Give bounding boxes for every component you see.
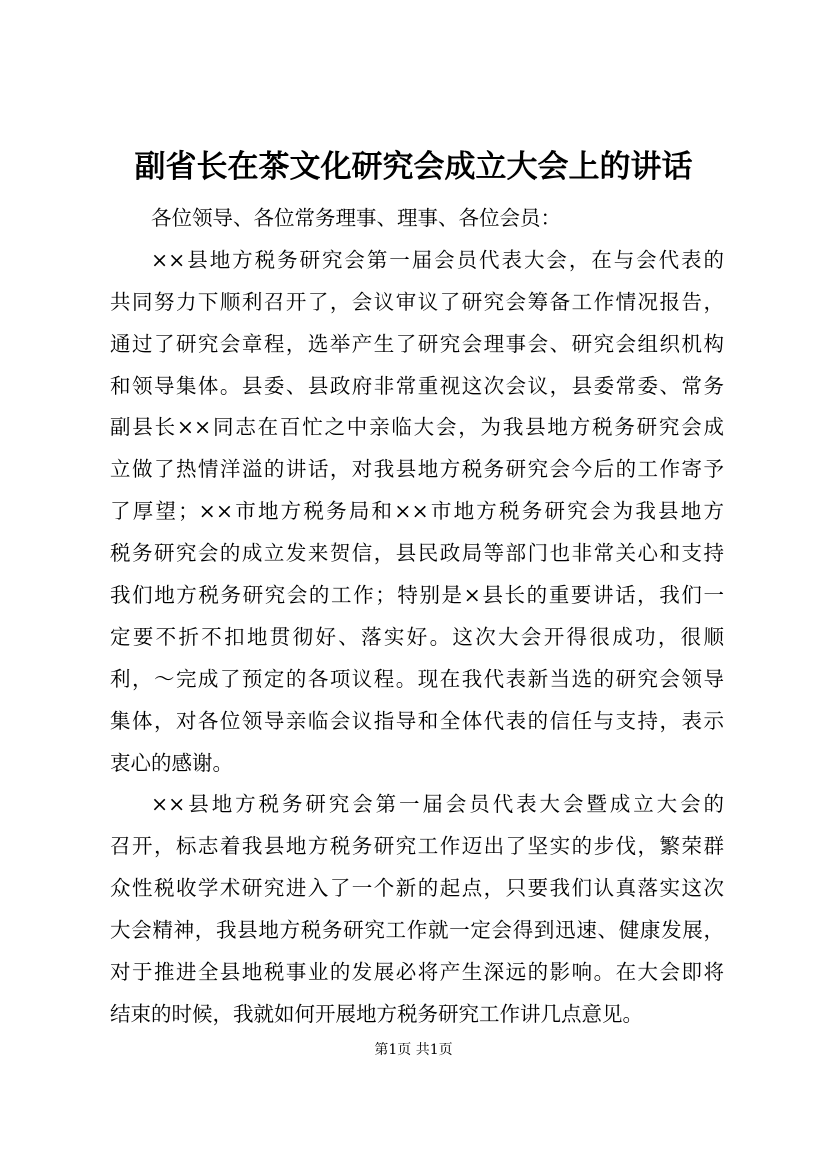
paragraph-line: 立做了热情洋溢的讲话，对我县地方税务研究会今后的工作寄予 [110, 457, 724, 482]
paragraph-line: 对于推进全县地税事业的发展必将产生深远的影响。在大会即将 [110, 960, 724, 985]
paragraph-line: 我们地方税务研究会的工作；特别是×县长的重要讲话，我们一 [110, 583, 724, 608]
paragraph-2 [110, 784, 724, 1035]
paragraph-line: 定要不折不扣地贯彻好、落实好。这次大会开得很成功，很顺 [110, 624, 724, 649]
document-title: 副省长在茶文化研究会成立大会上的讲话 [134, 149, 693, 185]
paragraph-line: 通过了研究会章程，选举产生了研究会理事会、研究会组织机构 [110, 331, 724, 356]
paragraph-line: 了厚望；××市地方税务局和××市地方税务研究会为我县地方 [110, 499, 724, 524]
paragraph-line: 和领导集体。县委、县政府非常重视这次会议，县委常委、常务 [110, 373, 724, 398]
paragraph-line: 大会精神，我县地方税务研究工作就一定会得到迅速、健康发展， [110, 918, 724, 943]
paragraph-line: 共同努力下顺利召开了，会议审议了研究会筹备工作情况报告， [110, 289, 724, 314]
paragraph-line: 众性税收学术研究进入了一个新的起点，只要我们认真落实这次 [110, 876, 724, 901]
paragraph-line: 副县长××同志在百忙之中亲临大会，为我县地方税务研究会成 [110, 415, 724, 440]
paragraph-line: 召开，标志着我县地方税务研究工作迈出了坚实的步伐，繁荣群 [110, 834, 724, 859]
page-number: 第1页 共1页 [374, 1042, 453, 1058]
document-body [110, 198, 724, 1036]
paragraph-line: 衷心的感谢。 [110, 750, 233, 775]
paragraph-line: 税务研究会的成立发来贺信，县民政局等部门也非常关心和支持 [110, 541, 724, 566]
greeting-line: 各位领导、各位常务理事、理事、各位会员： [151, 206, 561, 230]
paragraph-line: 利，～完成了预定的各项议程。现在我代表新当选的研究会领导 [110, 666, 724, 691]
paragraph-line: ××县地方税务研究会第一届会员代表大会，在与会代表的 [151, 247, 724, 272]
paragraph-line: 集体，对各位领导亲临会议指导和全体代表的信任与支持，表示 [110, 708, 724, 733]
paragraph-line: 结束的时候，我就如何开展地方税务研究工作讲几点意见。 [110, 1001, 643, 1026]
paragraph-1 [110, 240, 724, 785]
paragraph-line: ××县地方税务研究会第一届会员代表大会暨成立大会的 [151, 792, 724, 817]
